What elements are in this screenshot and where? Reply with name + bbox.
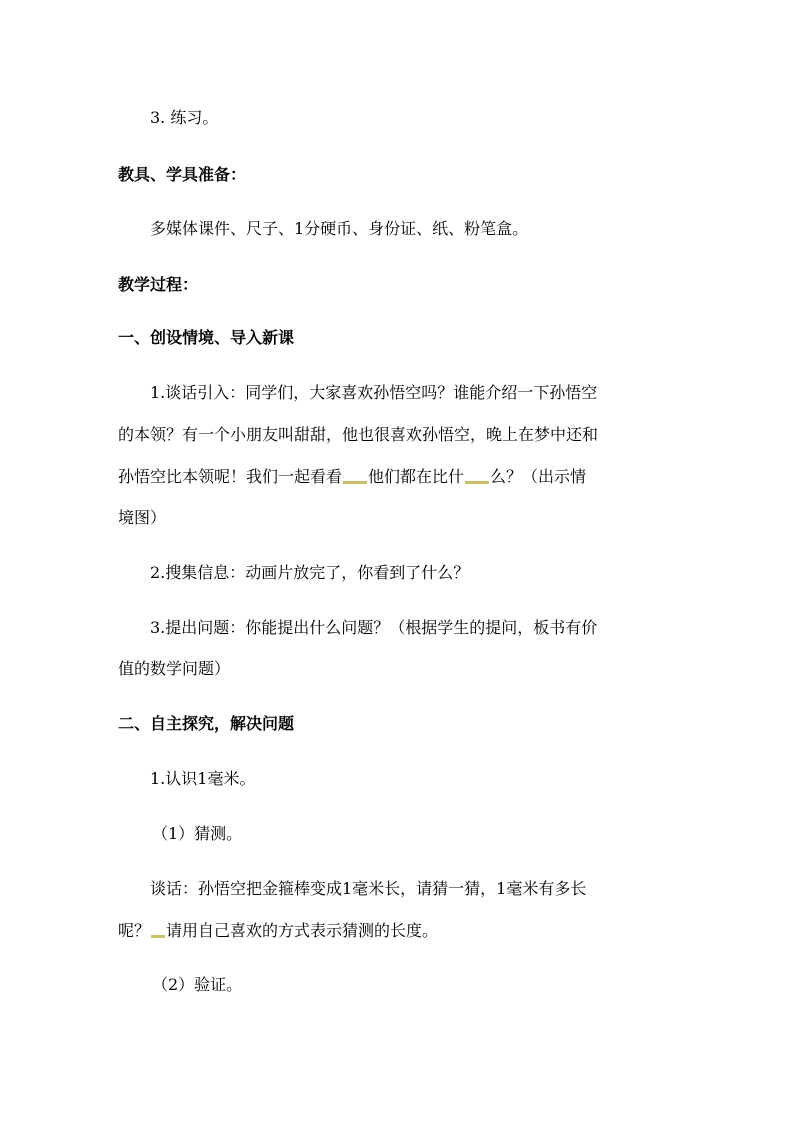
s1-paragraph3-line1: 3.提出问题：你能提出什么问题？（根据学生的提问，板书有价	[150, 618, 598, 637]
highlight-mark	[465, 481, 489, 484]
s1-paragraph1-line3	[118, 466, 678, 488]
s2-subitem2: （2）验证。	[152, 975, 243, 994]
s2-talk-line2	[118, 920, 678, 942]
s1-line3-part-c: 么？（出示情	[490, 467, 587, 486]
highlight-mark	[343, 481, 367, 484]
s2-paragraph1: 1.认识1毫米。	[150, 769, 256, 788]
s1-paragraph1-line2: 的本领？有一个小朋友叫甜甜，他也很喜欢孙悟空，晚上在梦中还和	[118, 425, 599, 444]
s1-paragraph1-line1: 1.谈话引入：同学们，大家喜欢孙悟空吗？谁能介绍一下孙悟空	[150, 383, 598, 402]
s1-paragraph3-line2: 值的数学问题）	[118, 659, 231, 678]
s1-line3-part-a: 孙悟空比本领呢！我们一起看看	[118, 467, 343, 486]
highlight-mark	[151, 935, 165, 938]
s1-line3-part-b: 他们都在比什	[368, 467, 465, 486]
s2-subitem1: （1）猜测。	[152, 824, 243, 843]
tools-list: 多媒体课件、尺子、1分硬币、身份证、纸、粉笔盒。	[150, 219, 529, 238]
tools-heading: 教具、学具准备：	[118, 165, 247, 184]
practice-item: 3. 练习。	[150, 108, 219, 127]
s1-paragraph2: 2.搜集信息：动画片放完了，你看到了什么？	[150, 563, 470, 582]
section1-heading: 一、创设情境、导入新课	[118, 328, 295, 347]
s2-talk-part-b: 请用自己喜欢的方式表示猜测的长度。	[166, 921, 439, 940]
process-heading: 教学过程：	[118, 275, 199, 294]
s2-talk-line1: 谈话：孙悟空把金箍棒变成1毫米长，请猜一猜，1毫米有多长	[150, 879, 587, 898]
s2-talk-part-a: 呢？	[118, 921, 151, 940]
section2-heading: 二、自主探究，解决问题	[118, 714, 295, 733]
s1-paragraph1-line4: 境图）	[118, 508, 167, 527]
